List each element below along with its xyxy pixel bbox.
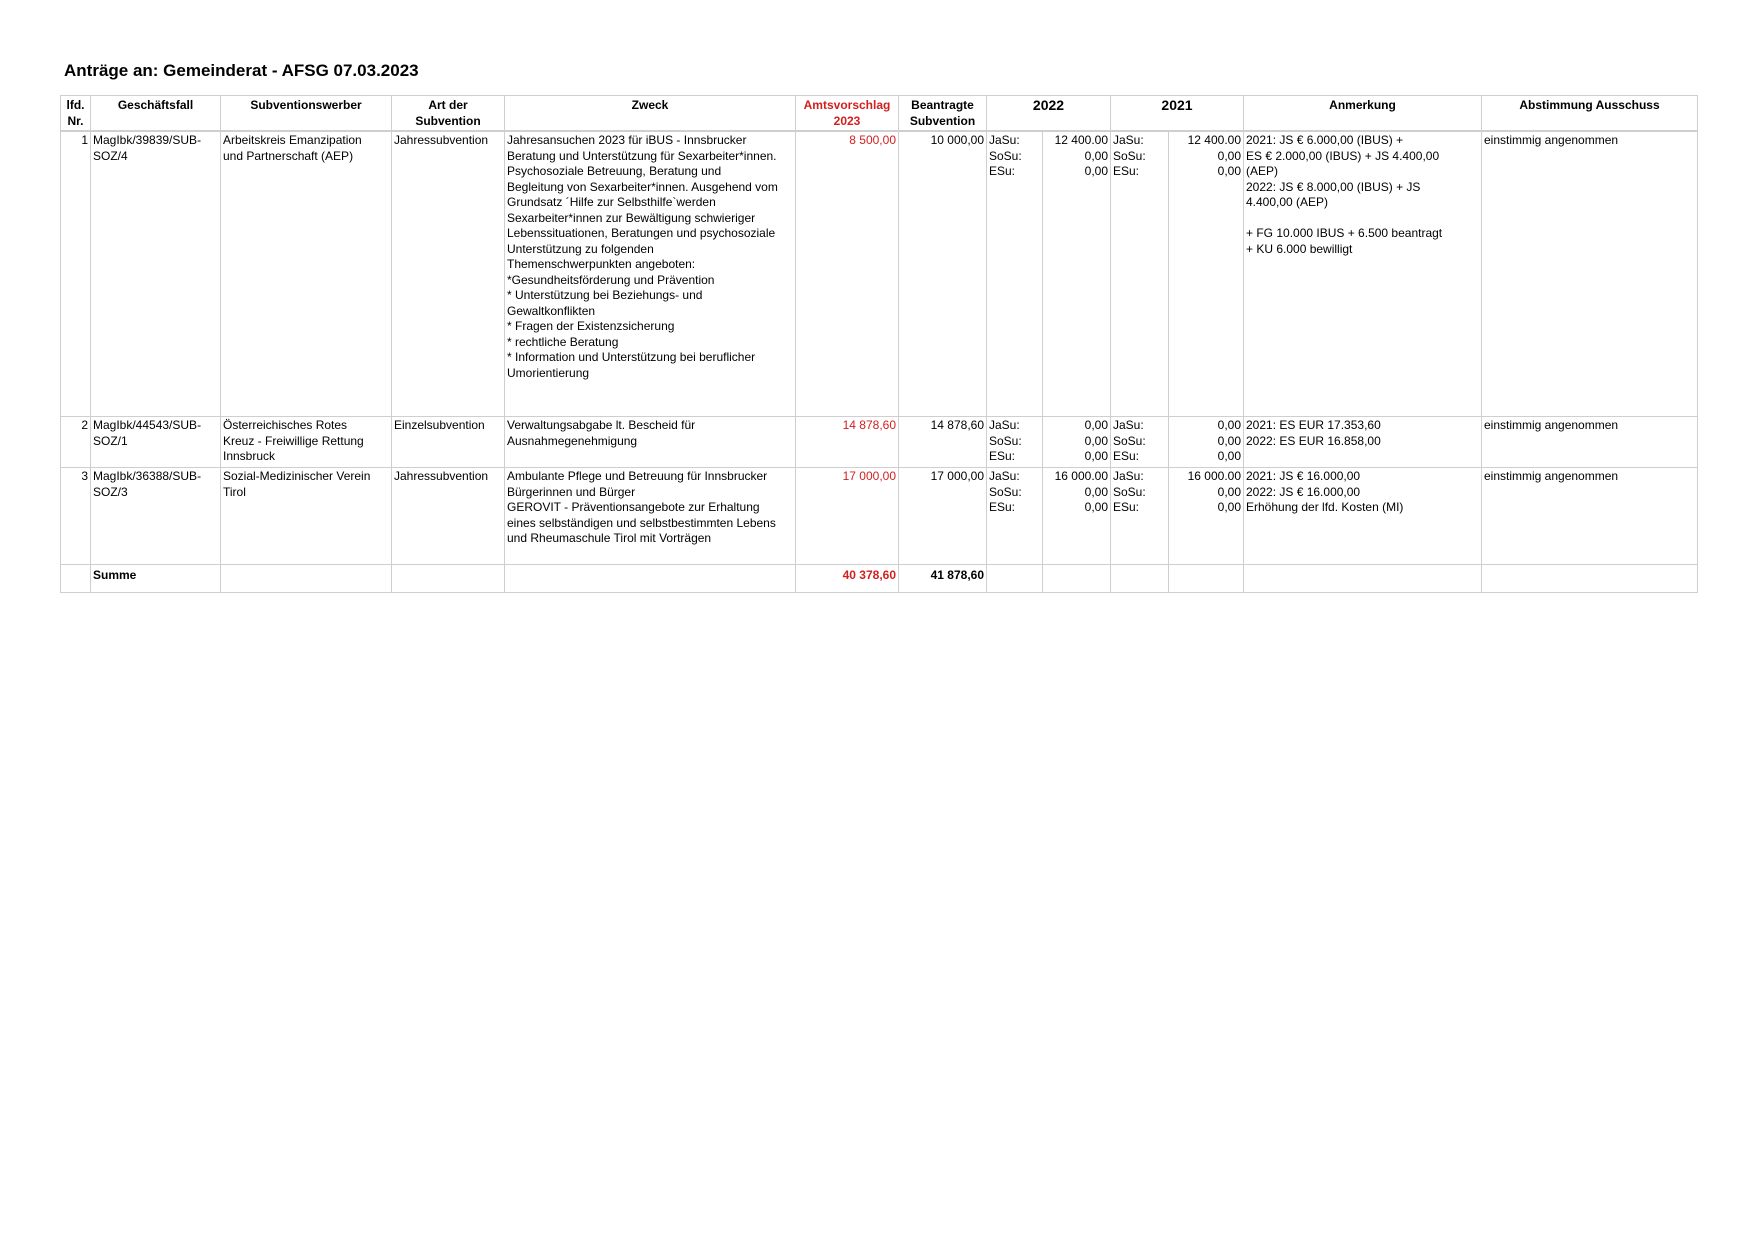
header-zweck: Zweck	[505, 96, 796, 132]
row-2021-values: 12 400.00 0,00 0,00	[1169, 131, 1244, 417]
row-zweck: Verwaltungsabgabe lt. Bescheid für Ausnahmegenehmigung	[505, 417, 796, 468]
row-art: Einzelsubvention	[392, 417, 505, 468]
header-lfd-nr: lfd. Nr.	[61, 96, 91, 132]
row-2022-values: 12 400.00 0,00 0,00	[1043, 131, 1111, 417]
summe-amtsvorschlag: 40 378,60	[796, 565, 899, 593]
row-geschaeftsfall: MagIbk/39839/SUB- SOZ/4	[91, 131, 221, 417]
table-row	[61, 468, 1698, 565]
row-abstimmung: einstimmig angenommen	[1482, 468, 1698, 565]
row-subventionswerber: Arbeitskreis Emanzipation und Partnerschaft (AEP)	[221, 131, 392, 417]
row-zweck: Jahresansuchen 2023 für iBUS - Innsbrucker Beratung und Unterstützung für Sexarbeiter*innen. Psychosoziale Betreuung, Beratung und Begleitung von Sexarbeiter*innen. Ausgehend vom Grundsatz ´Hilfe zur Selbsthilfe`werden Sexarbeiter*innen zur Bewältigung schwieriger Lebenssituationen, Beratungen und psychosoziale Unterstützung zu folgenden Themenschwerpunkten angeboten: *Gesundheitsförderung und Prävention * Unterstützung bei Beziehungs- und Gewaltkonflikten * Fragen der Existenzsicherung * rechtliche Beratung * Information und Unterstützung bei beruflicher Umorientierung	[505, 131, 796, 417]
row-beantragt: 10 000,00	[899, 131, 987, 417]
row-art: Jahressubvention	[392, 131, 505, 417]
page-title: Anträge an: Gemeinderat - AFSG 07.03.2023	[64, 61, 419, 80]
row-2021-values: 16 000.00 0,00 0,00	[1169, 468, 1244, 565]
row-anmerkung: 2021: JS € 16.000,00 2022: JS € 16.000,00 Erhöhung der lfd. Kosten (MI)	[1244, 468, 1482, 565]
header-year-2021: 2021	[1111, 96, 1244, 132]
row-2021-labels: JaSu: SoSu: ESu:	[1111, 468, 1169, 565]
row-amtsvorschlag: 8 500,00	[796, 131, 899, 417]
row-beantragt: 17 000,00	[899, 468, 987, 565]
row-2022-labels: JaSu: SoSu: ESu:	[987, 417, 1043, 468]
row-art: Jahressubvention	[392, 468, 505, 565]
summe-empty-cell	[987, 565, 1043, 593]
header-beantragte-subvention: Beantragte Subvention	[899, 96, 987, 132]
row-subventionswerber: Sozial-Medizinischer Verein Tirol	[221, 468, 392, 565]
table-row	[61, 417, 1698, 468]
row-2022-values: 0,00 0,00 0,00	[1043, 417, 1111, 468]
row-2022-labels: JaSu: SoSu: ESu:	[987, 468, 1043, 565]
row-nr: 2	[61, 417, 91, 468]
row-zweck: Ambulante Pflege und Betreuung für Innsbrucker Bürgerinnen und Bürger GEROVIT - Präventionsangebote zur Erhaltung eines selbständigen und selbstbestimmten Lebens und Rheumaschule Tirol mit Vorträgen	[505, 468, 796, 565]
table-row	[61, 131, 1698, 417]
summe-empty-cell	[1244, 565, 1482, 593]
summe-empty-cell	[392, 565, 505, 593]
header-subventionswerber: Subventionswerber	[221, 96, 392, 132]
summe-label: Summe	[91, 565, 221, 593]
summe-empty-cell	[221, 565, 392, 593]
header-art-der-subvention: Art der Subvention	[392, 96, 505, 132]
summe-beantragt: 41 878,60	[899, 565, 987, 593]
header-anmerkung: Anmerkung	[1244, 96, 1482, 132]
summe-row	[61, 565, 1698, 593]
summe-empty-cell	[505, 565, 796, 593]
table-header-row	[61, 96, 1698, 132]
row-2021-labels: JaSu: SoSu: ESu:	[1111, 131, 1169, 417]
row-abstimmung: einstimmig angenommen	[1482, 131, 1698, 417]
row-2022-labels: JaSu: SoSu: ESu:	[987, 131, 1043, 417]
antraege-table	[60, 95, 1698, 593]
summe-empty-cell	[1482, 565, 1698, 593]
row-amtsvorschlag: 17 000,00	[796, 468, 899, 565]
row-anmerkung: 2021: JS € 6.000,00 (IBUS) + ES € 2.000,00 (IBUS) + JS 4.400,00 (AEP) 2022: JS € 8.000,00 (IBUS) + JS 4.400,00 (AEP) + FG 10.000 IBUS + 6.500 beantragt + KU 6.000 bewilligt	[1244, 131, 1482, 417]
summe-empty-cell	[61, 565, 91, 593]
summe-empty-cell	[1169, 565, 1244, 593]
row-2022-values: 16 000.00 0,00 0,00	[1043, 468, 1111, 565]
row-subventionswerber: Österreichisches Rotes Kreuz - Freiwillige Rettung Innsbruck	[221, 417, 392, 468]
row-anmerkung: 2021: ES EUR 17.353,60 2022: ES EUR 16.858,00	[1244, 417, 1482, 468]
header-abstimmung-ausschuss: Abstimmung Ausschuss	[1482, 96, 1698, 132]
header-geschaeftsfall: Geschäftsfall	[91, 96, 221, 132]
row-nr: 1	[61, 131, 91, 417]
row-nr: 3	[61, 468, 91, 565]
row-beantragt: 14 878,60	[899, 417, 987, 468]
row-2021-values: 0,00 0,00 0,00	[1169, 417, 1244, 468]
row-amtsvorschlag: 14 878,60	[796, 417, 899, 468]
header-amtsvorschlag: Amtsvorschlag 2023	[796, 96, 899, 132]
row-abstimmung: einstimmig angenommen	[1482, 417, 1698, 468]
header-year-2022: 2022	[987, 96, 1111, 132]
summe-empty-cell	[1043, 565, 1111, 593]
row-geschaeftsfall: MagIbk/36388/SUB- SOZ/3	[91, 468, 221, 565]
row-geschaeftsfall: MagIbk/44543/SUB- SOZ/1	[91, 417, 221, 468]
row-2021-labels: JaSu: SoSu: ESu:	[1111, 417, 1169, 468]
summe-empty-cell	[1111, 565, 1169, 593]
